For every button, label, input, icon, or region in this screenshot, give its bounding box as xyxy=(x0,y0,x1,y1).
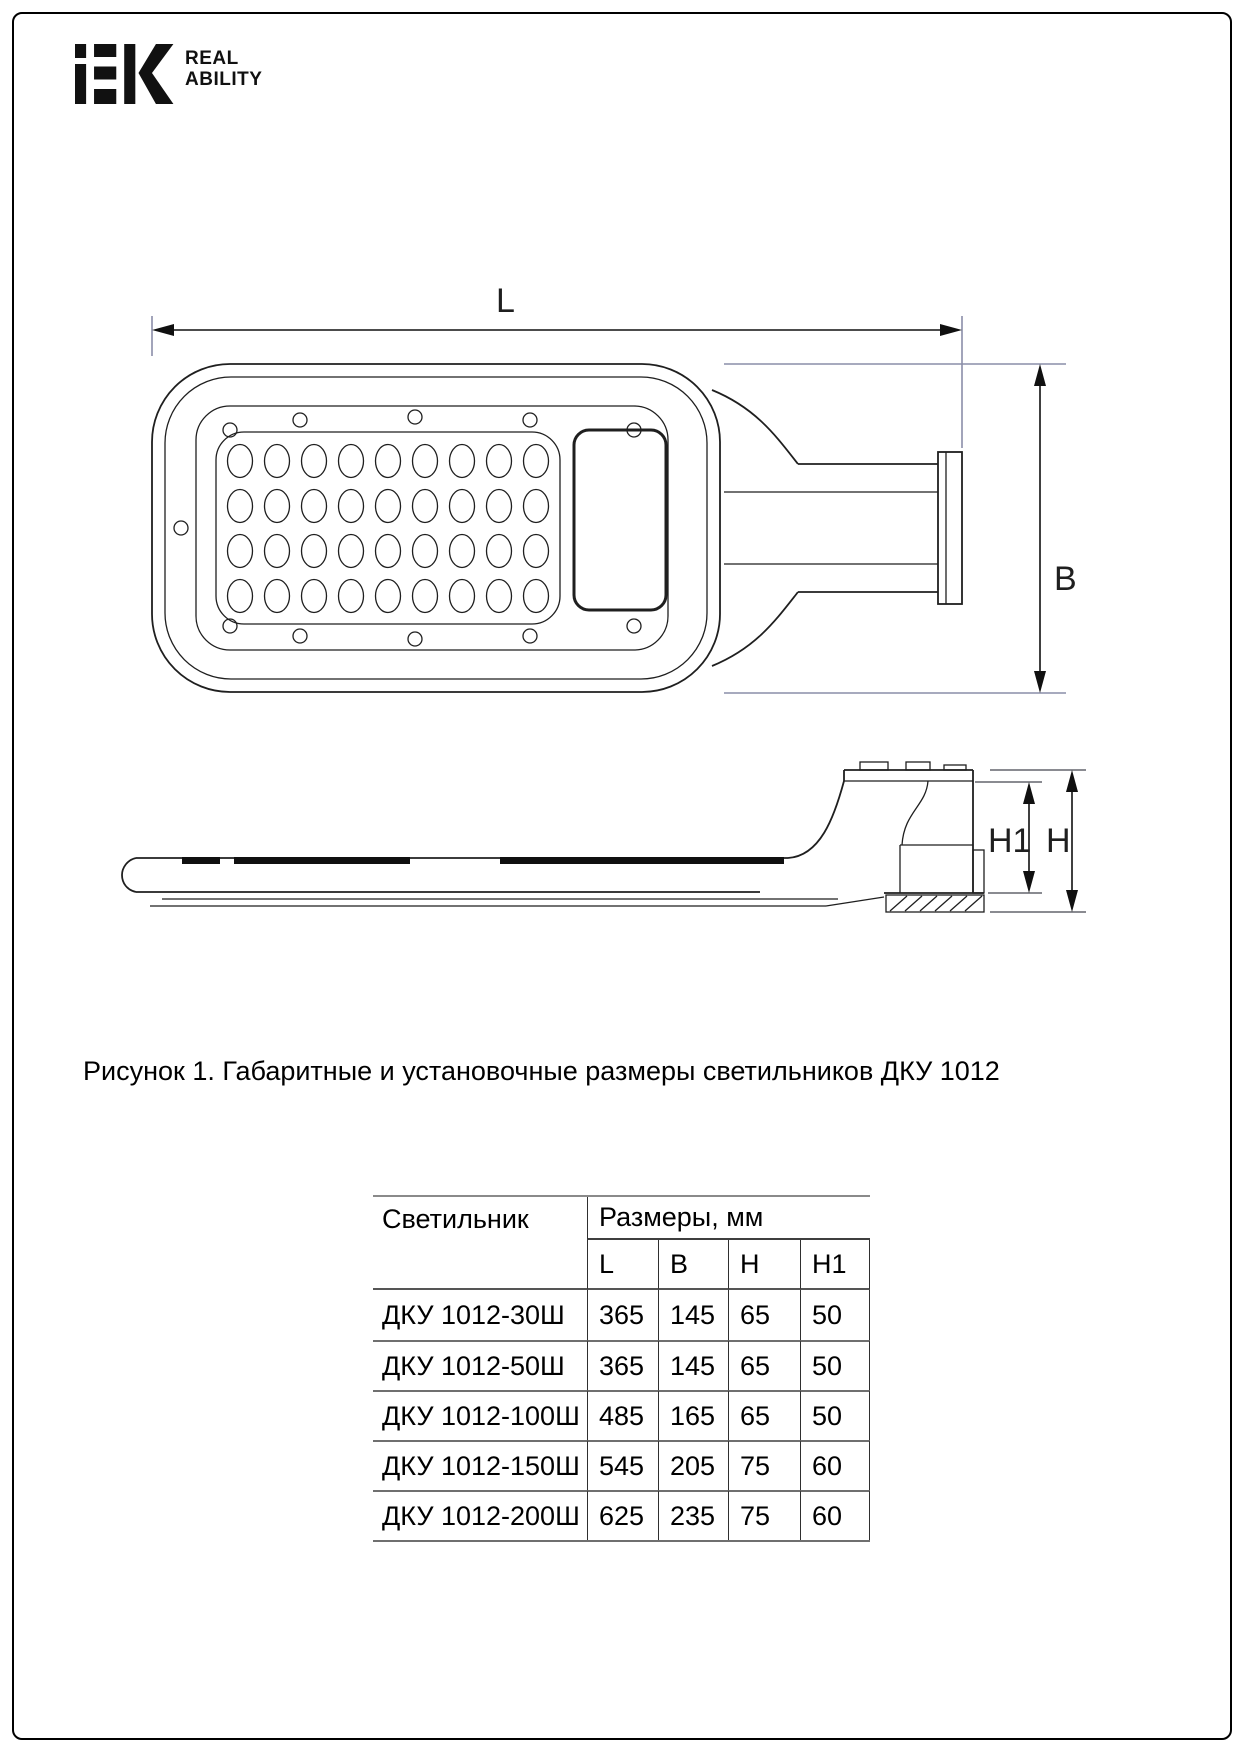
table-cell-b: 205 xyxy=(658,1440,728,1490)
table-cell-h: 65 xyxy=(728,1340,800,1390)
table-cell-h: 65 xyxy=(728,1390,800,1440)
table-cell-l: 485 xyxy=(587,1390,658,1440)
dim-h1 xyxy=(975,782,1042,893)
dim-label-h1: H1 xyxy=(988,822,1032,860)
table-cell-h1: 50 xyxy=(800,1290,870,1340)
table-cell-l: 365 xyxy=(587,1340,658,1390)
table-cell-l: 625 xyxy=(587,1490,658,1540)
dimensions-table xyxy=(373,1195,870,1542)
table-cell-l: 365 xyxy=(587,1290,658,1340)
table-cell-b: 145 xyxy=(658,1290,728,1340)
mount-arm-side xyxy=(844,762,984,912)
table-row-name: ДКУ 1012-100Ш xyxy=(373,1390,587,1440)
table-row-name: ДКУ 1012-50Ш xyxy=(373,1340,587,1390)
table-row-name: ДКУ 1012-150Ш xyxy=(373,1440,587,1490)
table-cell-h: 75 xyxy=(728,1490,800,1540)
table-subheader-l: L xyxy=(587,1240,658,1290)
table-subheader-h: H xyxy=(728,1240,800,1290)
figure-caption: Рисунок 1. Габаритные и установочные размеры светильников ДКУ 1012 xyxy=(83,1056,1000,1086)
table-cell-b: 235 xyxy=(658,1490,728,1540)
mount-arm-top xyxy=(712,390,962,666)
led-grid xyxy=(228,445,549,613)
table-header-dimensions: Размеры, мм xyxy=(587,1197,870,1240)
side-view xyxy=(122,762,984,912)
table-cell-b: 165 xyxy=(658,1390,728,1440)
section-hatch xyxy=(890,896,982,911)
top-view xyxy=(152,364,962,692)
table-cell-h1: 50 xyxy=(800,1340,870,1390)
table-row-name: ДКУ 1012-200Ш xyxy=(373,1490,587,1540)
table-cell-h1: 50 xyxy=(800,1390,870,1440)
driver-compartment xyxy=(574,430,666,610)
table-cell-h: 65 xyxy=(728,1290,800,1340)
table-cell-b: 145 xyxy=(658,1340,728,1390)
dim-label-l: L xyxy=(496,282,515,320)
dim-label-b: B xyxy=(1054,560,1077,598)
table-header-product: Светильник xyxy=(373,1197,587,1290)
table-cell-h1: 60 xyxy=(800,1440,870,1490)
dim-l xyxy=(152,282,962,448)
table-cell-h1: 60 xyxy=(800,1490,870,1540)
dim-label-h: H xyxy=(1046,822,1071,860)
table-cell-l: 545 xyxy=(587,1440,658,1490)
table-subheader-b: B xyxy=(658,1240,728,1290)
logo-tagline-line1: REAL xyxy=(185,48,239,69)
table-subheader-h1: H1 xyxy=(800,1240,870,1290)
table-row-name: ДКУ 1012-30Ш xyxy=(382,1299,565,1330)
table-cell-h: 75 xyxy=(728,1440,800,1490)
logo-tagline-line2: ABILITY xyxy=(185,69,263,90)
dim-b xyxy=(724,364,1077,693)
